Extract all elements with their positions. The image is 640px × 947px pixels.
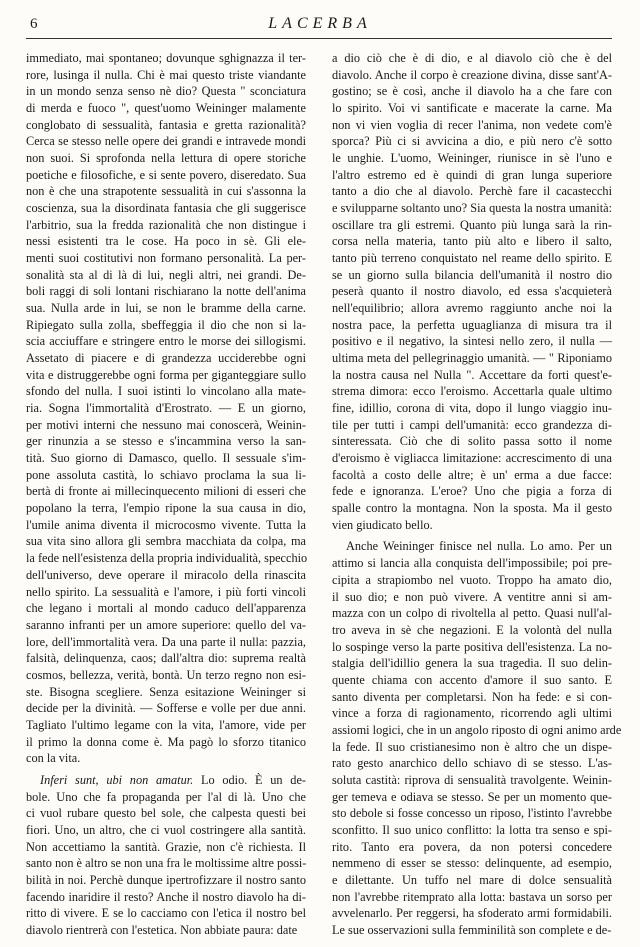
text-line: diavolo. Anche il corpo è creazione divina, disse sant'A-	[332, 67, 612, 82]
text-line: Inferi sunt, ubi non amatur. Lo odio. È un de-	[40, 772, 307, 787]
text-line: lo sospinge verso la parte positiva dell'esistenza. La no-	[332, 639, 612, 654]
text-line: d'eroismo è vigliacca limitazione: accrescimento di una	[332, 451, 612, 466]
text-line: corsa nella materia, tanto più alto e libero il salto,	[332, 234, 612, 249]
text-line: sinteressata. Ciò che di solito passa sotto il nome	[332, 434, 612, 449]
text-line: il primo la donna come è. Ma pagò lo sforzo titanico	[26, 734, 306, 749]
text-line: sua vita sino allora gli sembra macchiata da colpa, ma	[26, 534, 306, 549]
text-line: quente chiama con accento d'amore il suo santo. E	[332, 672, 612, 687]
text-line: soluta castità: riprova di sensualità travolgente. Weinin-	[332, 772, 612, 787]
text-line: sto debole si fosse concesso un riposo, l'istinto l'avrebbe	[332, 806, 612, 821]
text-line: il suo dio; e non può vivere. A ventitre anni si am-	[332, 589, 612, 604]
text-line: peserà quanto il nostro diavolo, ed essa s'acquieterà	[332, 284, 612, 299]
latin-quote: Inferi sunt, ubi non amatur.	[40, 772, 194, 787]
text-line: avvelenarlo. Per reggersi, ha sfoderato armi formidabili.	[332, 906, 612, 921]
text-line: e svilupparne soltanto uno? Sia questa la nostra umanità:	[332, 201, 612, 216]
text-line: scia acciuffare e stringere entro le morse dei sillogismi.	[26, 334, 306, 349]
text-line: bole. Uno che fa propaganda per l'al di là. Uno che	[26, 789, 306, 804]
text-line: diavolo rientrerà con l'estetica. Non abbiate paura: date	[26, 922, 298, 937]
text-line: vince a forza di ragionamento, ricorrendo agli ultimi	[332, 706, 612, 721]
text-line: mazza con un colpo di rivoltella al petto. Quasi null'al-	[332, 606, 612, 621]
text-line: per motivi interni che nessuno mai conoscerà, Weinin-	[26, 417, 306, 432]
text-line: vien giudicato bello.	[332, 517, 433, 532]
text-line: dell'universo, deve operare il miracolo della rinascita	[26, 567, 306, 582]
text-line: rato gesto anarchico dello schiavo di se stesso. L'as-	[332, 756, 612, 771]
text-line: fine, idillio, corona di vita, dopo il lungo viaggio inu-	[332, 401, 612, 416]
text-line: la nostra causa nel Nulla ". Accettare da forti quest'e-	[332, 367, 612, 382]
text-line: facendo inaridire il resto? Anche il nostro diavolo ha di-	[26, 889, 306, 904]
text-line: non vi vien voglia di recer l'anima, non vedete com'è	[332, 117, 612, 132]
text-line: Cerca se stesso nelle opere dei grandi e intravede mondi	[26, 134, 306, 149]
text-line: bilità in noi. Perchè dunque ipertrofizzare il nostro santo	[26, 872, 306, 887]
text-line: lo spirito. Voi vi santificate e macerate la carne. Ma	[332, 101, 612, 116]
text-line: Tagliato l'ultimo legame con la vita, l'amore, vide per	[26, 717, 306, 732]
text-line: l'arbitrio, sua la fredda razionalità che non distingue i	[26, 217, 306, 232]
text-line: rito. Tanto era povera, da non potersi concedere	[332, 839, 612, 854]
text-line: la fede nell'esistenza della propria individualità, specchio	[26, 551, 308, 566]
text-line: boli raggi di soli lontani rischiarano la notte dell'anima	[26, 284, 306, 299]
text-line: l'altro estremo ed è quindi di gran lunga superiore	[332, 167, 612, 182]
text-line: nostra pace, la perfetta uguaglianza di misura tra il	[332, 317, 612, 332]
text-line: sonalità sta al di là di lui, negli altri, nei grandi. De-	[26, 267, 306, 282]
journal-title: LACERBA	[268, 15, 372, 32]
text-line: ste. Bisogna scegliere. Senza esitazione Weininger si	[26, 684, 306, 699]
text-line: nessi esistenti tra le cose. Ha poco in sè. Gli ele-	[26, 234, 306, 249]
left-text-column	[26, 50, 306, 944]
text-line: ria. Sogna l'immortalità d'Erostrato. — E un giorno,	[26, 401, 306, 416]
paragraph-break	[332, 939, 612, 944]
text-line: conglobato di sessualità, fantasia e gretta razionalità?	[26, 117, 306, 132]
text-line: Anche Weininger finisce nel nulla. Lo amo. Per un	[346, 539, 612, 554]
text-line: santo diventa per completarsi. Non ha fede: e si con-	[332, 689, 612, 704]
text-line: decide per la divinità. — Sofferse e volle per due anni.	[26, 701, 306, 716]
text-line: non è che una strapotente sessualità in cui s'assonna la	[26, 184, 306, 199]
text-line: fiori. Uno, un altro, che ci vuol costringere alla santità.	[26, 822, 306, 837]
text-line: oscillare tra gli estremi. Quanto più lunga sarà la rin-	[332, 217, 612, 232]
text-line: Assetato di piacere e di grandezza ucciderebbe ogni	[26, 351, 306, 366]
text-line: tità. Suo giorno di Damasco, quello. Il sessuale s'im-	[26, 451, 306, 466]
text-line: la fede. Il suo cristianesimo non è altro che un dispe-	[332, 739, 612, 754]
text-line: le unghie. L'uomo, Weininger, riunisce in sè l'uno e	[332, 151, 612, 166]
text-line: non l'avrebbe ritemprato alla lotta: bastava un sorso per	[332, 889, 612, 904]
text-line: di merda e fuoco ", quest'uomo Weininger malamente	[26, 101, 306, 116]
text-line: strema dimora: ecco l'eroismo. Accettarla quale ultimo	[332, 384, 612, 399]
text-line: falsità, delinquenza, caos; dall'altra dio: suprema realtà	[26, 651, 306, 666]
paragraph-break	[26, 939, 306, 944]
text-line: che legano i mortali al mondo caduco dell'apparenza	[26, 601, 306, 616]
text-line: poetiche e filosofiche, e si sente povero, diseredato. Sua	[26, 167, 306, 182]
text-line: ci vuol rubare questo bel sole, che calpesta questi bei	[26, 806, 306, 821]
right-text-column	[332, 50, 622, 944]
text-line: in un mondo senza senso nè dio? Questa " sconciatura	[26, 84, 306, 99]
text-line: spalle contro la montagna. Non la sposta. Ma il gesto	[332, 501, 612, 516]
header-rule	[26, 38, 612, 39]
text-line: non suoi. Si sprofonda nella lettura di opere storiche	[26, 151, 306, 166]
text-line: Non accettiamo la santità. Grazie, non c'è richiesta. Il	[26, 839, 306, 854]
text-line: bertà di fronte ai millecinquecento milioni di esseri che	[26, 484, 306, 499]
text-line: con la vita.	[26, 751, 81, 766]
text-line: coscienza, sua la disordinata fantasia che gli suggerisce	[26, 201, 306, 216]
text-line: a dio ciò che è di dio, e al diavolo ciò che è del	[332, 51, 612, 65]
text-line: rore, lusinga il nulla. Chi è mai questo triste viandante	[26, 67, 306, 82]
text-line: sconfitto. Il suo unico conflitto: la lotta tra senso e spi-	[332, 822, 612, 837]
text-line: sfondo del nulla. I suoi istinti lo vincolano alla mate-	[26, 384, 306, 399]
text-line: nell'equilibrio; allora avremo raggiunto anche noi la	[332, 301, 612, 316]
text-line: saranno infranti per un amore superiore: quello del va-	[26, 617, 306, 632]
text-line: ultima meta del pellegrinaggio umanità. — " Riponiamo	[332, 351, 612, 366]
text-line: Le sue osservazioni sulla femminilità son complete e de-	[332, 922, 612, 937]
text-line: tanto più terreno conquistato nel reame dello spirito. E	[332, 251, 612, 266]
text-line: tanto a dio che al diavolo. Perchè fare il cacastecchi	[332, 184, 612, 199]
text-line: sua. Nulla arde in lui, se non le bramme della carne.	[26, 301, 306, 316]
text-line: lore, dell'immortalità vera. Da una parte il nulla: pazzia,	[26, 634, 306, 649]
text-line: l'umile anima diventa il microcosmo vivente. Tutta la	[26, 517, 306, 532]
text-line: menti suoi costitutivi non formano personalità. La per-	[26, 251, 306, 266]
text-line: sporca? Più ci si avvicina a dio, e più nero c'è sotto	[332, 134, 612, 149]
text-line: cipita a strapiombo nel vuoto. Troppo ha amato dio,	[332, 572, 612, 587]
text-line: attimo si lancia alla conquista dell'impossibile; poi pre-	[332, 556, 612, 571]
text-line: nemmeno di esser se stesso: delinquente, ad esempio,	[332, 856, 612, 871]
text-line: e dilettante. Un tuffo nel mare di dolce sensualità	[332, 872, 612, 887]
text-line: se un giorno sulla bilancia dell'umanità il nostro dio	[332, 267, 612, 282]
text-line: ger rinunzia a se stesso e s'incammina verso la san-	[26, 434, 306, 449]
text-line: popolano la terra, l'empio ripone la sua causa in dio,	[26, 501, 306, 516]
text-line: immediato, mai spontaneo; dovunque sghignazza il ter-	[26, 51, 306, 65]
text-line: tro aveva in sè che negazioni. E la volontà del nulla	[332, 622, 612, 637]
text-line: pone assoluta castità, lo schiavo proclama la sua li-	[26, 467, 306, 482]
text-line: nello spirito. La sessualità e l'amore, i più forti vincoli	[26, 584, 306, 599]
text-line: santo non è altro se non una fra le moltissime altre possi-	[26, 856, 307, 871]
text-line: vita e distruggerebbe ogni forma per giganteggiare sullo	[26, 367, 306, 382]
text-line: Ripiegato sulla zolla, sbeffeggia il dio che non si la-	[26, 317, 306, 332]
text-line: facoltà a costo delle altre; è un' erma a due facce:	[332, 467, 612, 482]
text-line: tile per tutti i campi dell'umanità: ecco grandezza di-	[332, 417, 612, 432]
text-line: ritto di vivere. E se lo cacciamo con l'etica il nostro bel	[26, 906, 306, 921]
text-line: ger temeva e odiava se stesso. Se per un momento que-	[332, 789, 612, 804]
text-line: cosmos, bellezza, verità, bontà. Un terzo regno non esi-	[26, 667, 306, 682]
text-line: gostino; se è così, anche il diavolo ha a che fare con	[332, 84, 612, 99]
text-line: stalgia dell'idillio genera la sua tragedia. Il suo delin-	[332, 656, 612, 671]
text-line: fede e ignoranza. L'eroe? Uno che pigia a forza di	[332, 484, 612, 499]
page-number: 6	[30, 16, 38, 32]
text-line: positivo e il negativo, la sintesi nello zero, il nulla —	[332, 334, 612, 349]
text-line: assiomi logici, che in un angolo riposto di ogni animo arde	[332, 722, 622, 737]
